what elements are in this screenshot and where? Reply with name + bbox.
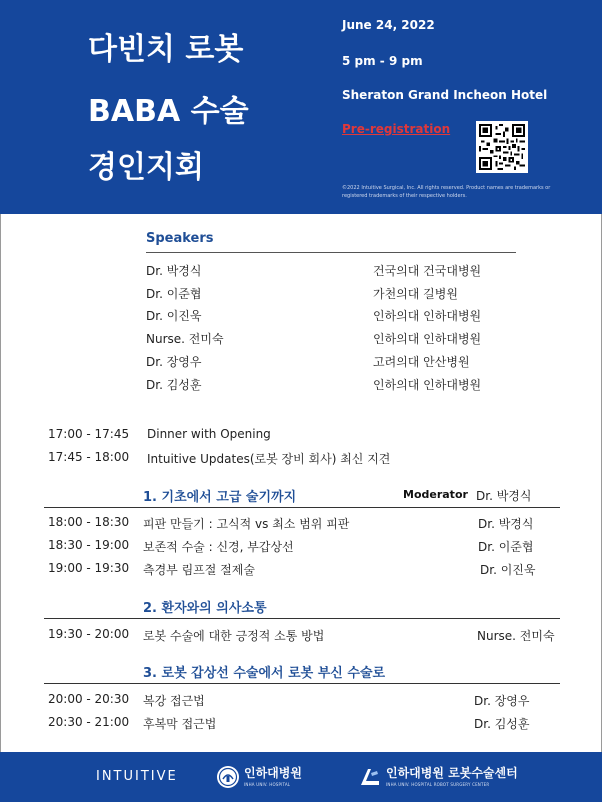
session-1-divider	[44, 507, 560, 508]
schedule-title: 복강 접근법	[143, 694, 205, 708]
schedule-title: Intuitive Updates(로봇 장비 회사) 최신 지견	[147, 452, 391, 466]
event-venue: Sheraton Grand Incheon Hotel	[342, 88, 548, 102]
schedule-speaker: Dr. 이준협	[478, 540, 534, 554]
hospital-name: 인하대병원	[244, 766, 302, 780]
header-banner	[0, 0, 602, 214]
session-1-moderator: Dr. 박경식	[476, 489, 532, 503]
moderator-label: Moderator	[403, 488, 468, 501]
session-3-divider	[44, 683, 560, 684]
schedule-speaker: Nurse. 전미숙	[477, 629, 555, 643]
title-line-2: BABA 수술	[88, 94, 249, 129]
schedule-speaker: Dr. 박경식	[478, 517, 534, 531]
robot-center-icon	[358, 765, 382, 789]
schedule-title: 보존적 수술 : 신경, 부갑상선	[143, 540, 294, 554]
session-2-heading: 2. 환자와의 의사소통	[143, 601, 267, 616]
schedule-speaker: Dr. 이진욱	[480, 563, 536, 577]
speaker-affiliation: 건국의대 건국대병원	[373, 264, 482, 278]
schedule-title: 로봇 수술에 대한 긍정적 소통 방법	[143, 629, 325, 643]
speaker-name: Dr. 이준협	[146, 287, 202, 301]
schedule-speaker: Dr. 김성훈	[474, 717, 530, 731]
speaker-name: Dr. 김성훈	[146, 378, 202, 392]
speaker-affiliation: 인하의대 인하대병원	[373, 309, 482, 323]
session-1-heading: 1. 기초에서 고급 술기까지	[143, 490, 297, 505]
speaker-affiliation: 인하의대 인하대병원	[373, 332, 482, 346]
schedule-time: 17:00 - 17:45	[48, 427, 130, 441]
speaker-name: Dr. 박경식	[146, 264, 202, 278]
session-2-divider	[44, 618, 560, 619]
speaker-name: Dr. 장영우	[146, 355, 202, 369]
schedule-time: 20:30 - 21:00	[48, 715, 130, 729]
schedule-time: 19:00 - 19:30	[48, 561, 130, 575]
speaker-name: Dr. 이진욱	[146, 309, 202, 323]
schedule-time: 18:30 - 19:00	[48, 538, 130, 552]
title-line-3: 경인지회	[88, 150, 204, 185]
schedule-title: 피판 만들기 : 고식적 vs 최소 범위 피판	[143, 517, 350, 531]
schedule-title: 후복막 접근법	[143, 717, 217, 731]
copyright-notice: ©2022 Intuitive Surgical, Inc. All rights reserved. Product names are trademarks or registered trademarks of their respective holders.	[342, 185, 551, 199]
speakers-heading: Speakers	[146, 231, 214, 246]
schedule-time: 20:00 - 20:30	[48, 692, 130, 706]
event-time: 5 pm - 9 pm	[342, 54, 423, 68]
qr-code-icon[interactable]	[476, 121, 528, 173]
schedule-speaker: Dr. 장영우	[474, 694, 530, 708]
speakers-divider	[146, 252, 516, 253]
schedule-time: 18:00 - 18:30	[48, 515, 130, 529]
session-3-heading: 3. 로봇 갑상선 수술에서 로봇 부신 수술로	[143, 666, 386, 681]
title-line-1: 다빈치 로봇	[88, 32, 244, 67]
robot-center-name: 인하대병원 로봇수술센터	[386, 766, 518, 780]
robot-center-subtitle: INHA UNIV. HOSPITAL ROBOT SURGERY CENTER	[386, 782, 490, 787]
schedule-title: Dinner with Opening	[147, 427, 271, 441]
hospital-subtitle: INHA UNIV. HOSPITAL	[244, 782, 291, 787]
speaker-name: Nurse. 전미숙	[146, 332, 224, 346]
hospital-emblem-icon	[216, 765, 240, 789]
schedule-time: 19:30 - 20:00	[48, 627, 130, 641]
event-date: June 24, 2022	[342, 18, 435, 32]
schedule-title: 측경부 림프절 절제술	[143, 563, 255, 577]
speaker-affiliation: 고려의대 안산병원	[373, 355, 470, 369]
intuitive-logo: INTUITIVE	[96, 769, 178, 784]
speaker-affiliation: 인하의대 인하대병원	[373, 378, 482, 392]
speaker-affiliation: 가천의대 길병원	[373, 287, 458, 301]
schedule-time: 17:45 - 18:00	[48, 450, 130, 464]
preregistration-link[interactable]: Pre-registration	[342, 122, 451, 136]
